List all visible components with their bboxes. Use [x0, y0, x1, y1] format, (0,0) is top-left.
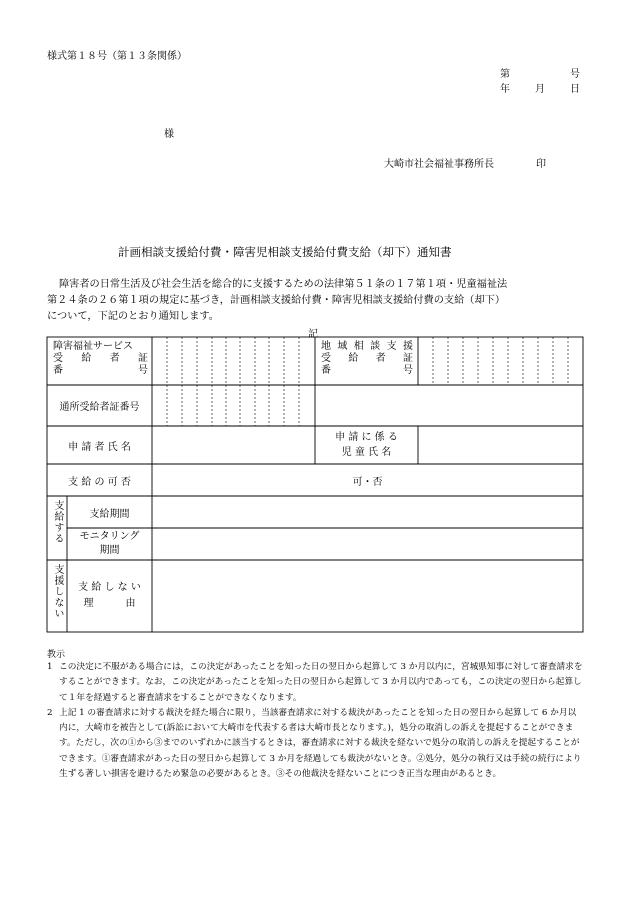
date-day: 日: [570, 84, 580, 95]
monitoring-period-label: モニタリング 期間: [79, 531, 140, 556]
approval-label: 支 給 の 可 否: [68, 476, 131, 488]
issue-number-suffix: 号: [570, 69, 580, 80]
recipient-cert-line-1: 障害福祉サービス: [53, 341, 133, 352]
notes-heading: 教示: [47, 650, 66, 660]
regional-line-1: 地 域 相 談 支 援: [321, 341, 413, 352]
grant-period-label: 支給期間: [89, 508, 130, 520]
date-year: 年: [500, 84, 510, 95]
grant-group-label: 支給する: [52, 500, 63, 544]
date-month: 月: [535, 84, 545, 95]
notes-list: [47, 660, 583, 782]
child-name-label: 申 請 に 係 る 児 童 氏 名: [335, 432, 398, 458]
recipient-cert-label: [53, 341, 148, 377]
addressee-suffix: 様: [164, 129, 174, 140]
applicant-name-label: 申 請 者 氏 名: [68, 441, 131, 453]
notes-item-2: 2 上記 1 の審査請求に対する裁決を経た場合に限り，当該審査請求に対する裁決があったことを知った日の翌日から起算して 6 か月以内に，大崎市を被告として(訴訟において大崎市を代表する者は大崎市長となります。)，処分の取消しの訴えを提起することができます。ただし，次の①から③までのいずれかに該当するときは，審査請求に対する裁決を経ないで処分の取消しの訴えを提起することができます。①審査請求があった日の翌日から起算して 3 か月を経過しても裁決がないとき。②処分，処分の執行又は手続の続行により生ずる著しい損害を避けるため緊急の必要があるとき。③その他裁決を経ないことにつき正当な理由があるとき。: [47, 707, 582, 780]
regional-support-label: [321, 341, 413, 377]
recipient-cert-line-3: 番 号: [53, 365, 148, 376]
tsusho-cert-label: 通所受給者証番号: [59, 402, 140, 413]
ki-mark: 記: [308, 329, 318, 340]
nogrant-group-label: 支援しない: [52, 564, 63, 619]
approval-value: 可・否: [352, 476, 383, 488]
body-line-2: 第２４条の２６第１項の規定に基づき，計画相談支援給付費・障害児相談支援給付費の支給（却下）: [47, 295, 506, 306]
issuer-name: 大崎市社会福祉事務所長: [384, 159, 494, 170]
seal-mark: 印: [536, 159, 546, 170]
nogrant-reason-label: 支 給 し な い 理 由: [78, 582, 141, 609]
form-number: 様式第１８号（第１３条関係）: [47, 51, 187, 62]
document-title: 計画相談支援給付費・障害児相談支援給付費支給（却下）通知書: [118, 245, 452, 259]
body-line-3: について，下記のとおり通知します。: [47, 311, 219, 322]
regional-line-2: 受 給 者 証: [321, 353, 413, 364]
recipient-cert-line-2: 受 給 者 証: [53, 353, 148, 364]
regional-line-3: 番 号: [321, 365, 413, 376]
notes-item-1: 1 この決定に不服がある場合には，この決定があったことを知った日の翌日から起算して 3 か月以内に，宮城県知事に対して審査請求をすることができます。なお，この決定があったことを知った日の翌日から起算して 3 か月以内であっても，この決定の翌日から起算して１年を経過すると審査請求をすることができなくなります。: [47, 662, 583, 703]
issue-number-prefix: 第: [500, 69, 510, 80]
body-line-1: 障害者の日常生活及び社会生活を総合的に支援するための法律第５１条の１７第１項・児童福祉法: [59, 279, 508, 290]
